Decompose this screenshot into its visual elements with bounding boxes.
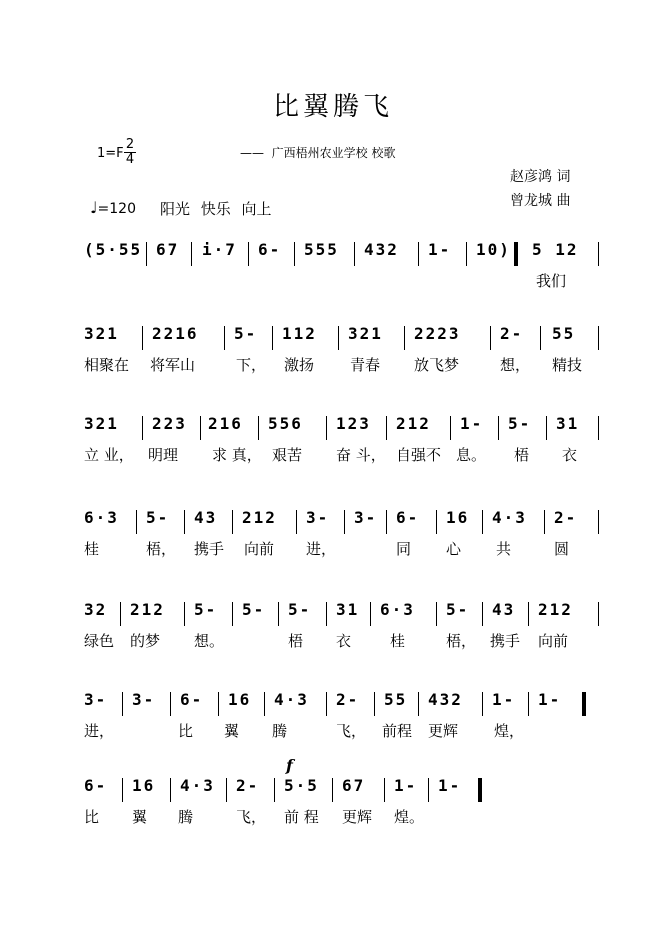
- barline: [354, 242, 355, 266]
- measure: 2-: [500, 324, 524, 343]
- barline: [490, 326, 491, 350]
- barline: [338, 326, 339, 350]
- lyrics-line-1: [0, 270, 666, 290]
- barline: [232, 602, 233, 626]
- subtitle: —— 广西梧州农业学校 校歌: [240, 146, 396, 160]
- measure: 31: [556, 414, 580, 433]
- notes-line-1: [0, 240, 666, 270]
- notes-line-3: [0, 414, 666, 444]
- measure: 432: [428, 690, 463, 709]
- barline: [274, 778, 275, 802]
- lyric: 想。: [194, 632, 225, 650]
- measure: 123: [336, 414, 371, 433]
- lyric: 心: [446, 540, 462, 558]
- barline: [450, 416, 451, 440]
- measure: 3-: [354, 508, 378, 527]
- score-line-6: [0, 690, 666, 750]
- barline: [598, 602, 599, 626]
- lyric: 息。: [456, 446, 487, 464]
- score-line-5: [0, 600, 666, 660]
- song-title: 比翼腾飞: [272, 92, 393, 122]
- lyric: 下，: [236, 356, 267, 374]
- barline: [598, 242, 599, 266]
- barline: [528, 602, 529, 626]
- lyric: 相聚在: [84, 356, 130, 374]
- score-line-4: [0, 508, 666, 568]
- measure: 67: [342, 776, 366, 795]
- lyric: 更辉: [342, 808, 373, 826]
- lyric: 想，: [500, 356, 531, 374]
- barline: [498, 416, 499, 440]
- time-sig-numerator: 2: [125, 137, 135, 152]
- lyric: 前 程: [284, 808, 319, 826]
- time-signature: [124, 138, 136, 167]
- lyric: 圆: [554, 540, 570, 558]
- mood-marking: 阳光 快乐 向上: [160, 200, 272, 218]
- lyric: 梧，: [146, 540, 177, 558]
- barline: [540, 326, 541, 350]
- measure: 43: [194, 508, 218, 527]
- barline: [218, 692, 219, 716]
- measure: 556: [268, 414, 303, 433]
- lyric: 比: [84, 808, 100, 826]
- measure: 321: [348, 324, 383, 343]
- barline: [120, 602, 121, 626]
- measure: 212: [242, 508, 277, 527]
- measure: 3-: [132, 690, 156, 709]
- score-line-3: [0, 414, 666, 474]
- measure: 6-: [396, 508, 420, 527]
- barline: [184, 510, 185, 534]
- lyric: 携手: [490, 632, 521, 650]
- lyric: 进，: [306, 540, 337, 558]
- barline: [370, 602, 371, 626]
- measure: 10): [476, 240, 511, 259]
- barline: [384, 778, 385, 802]
- barline: [272, 326, 273, 350]
- lyric: 衣: [562, 446, 578, 464]
- barline: [122, 692, 123, 716]
- measure: 5-: [242, 600, 266, 619]
- measure: 5·5: [284, 776, 319, 795]
- lyric: 腾: [178, 808, 194, 826]
- barline: [544, 510, 545, 534]
- notes-line-2: [0, 324, 666, 354]
- lyricist-credit: 赵彦鸿 词: [510, 169, 571, 185]
- lyric: 我们: [536, 272, 567, 290]
- measure: 6·3: [84, 508, 119, 527]
- barline: [200, 416, 201, 440]
- measure: 1-: [428, 240, 452, 259]
- barline: [264, 692, 265, 716]
- lyric: 梧，: [446, 632, 477, 650]
- barline: [386, 416, 387, 440]
- lyric: 前程: [382, 722, 413, 740]
- barline: [326, 416, 327, 440]
- measure: 321: [84, 324, 119, 343]
- measure: 3-: [84, 690, 108, 709]
- barline: [136, 510, 137, 534]
- lyric: 青春: [350, 356, 381, 374]
- measure: 321: [84, 414, 119, 433]
- measure: 4·3: [274, 690, 309, 709]
- lyric: 飞，: [236, 808, 267, 826]
- barline: [546, 416, 547, 440]
- measure: 32: [84, 600, 108, 619]
- barline: [278, 602, 279, 626]
- final-barline: [478, 778, 482, 802]
- measure: 2-: [554, 508, 578, 527]
- lyric: 梧: [288, 632, 304, 650]
- barline: [122, 778, 123, 802]
- measure: 2223: [414, 324, 461, 343]
- lyric: 将军山: [150, 356, 196, 374]
- measure: 6-: [84, 776, 108, 795]
- measure: 1-: [538, 690, 562, 709]
- measure: 6·3: [380, 600, 415, 619]
- lyric: 共: [496, 540, 512, 558]
- barline: [146, 242, 147, 266]
- barline: [418, 692, 419, 716]
- lyric: 携手: [194, 540, 225, 558]
- measure: 2-: [236, 776, 260, 795]
- barline: [598, 510, 599, 534]
- barline: [482, 602, 483, 626]
- measure: 5 12: [532, 240, 579, 259]
- composer-credit: 曾龙城 曲: [510, 193, 571, 209]
- measure: (5·55: [84, 240, 143, 259]
- barline: [191, 242, 192, 266]
- lyric: 奋 斗，: [336, 446, 386, 464]
- barline: [184, 602, 185, 626]
- measure: 55: [384, 690, 408, 709]
- barline: [386, 510, 387, 534]
- measure: 212: [538, 600, 573, 619]
- barline: [528, 692, 529, 716]
- measure: 16: [228, 690, 252, 709]
- notes-line-5: [0, 600, 666, 630]
- barline: [482, 510, 483, 534]
- measure: 223: [152, 414, 187, 433]
- measure: 6-: [180, 690, 204, 709]
- lyric: 向前: [244, 540, 275, 558]
- dynamic-forte: f: [286, 756, 293, 775]
- barline: [418, 242, 419, 266]
- barline: [142, 416, 143, 440]
- lyric: 明理: [148, 446, 179, 464]
- barline: [170, 692, 171, 716]
- measure: 212: [396, 414, 431, 433]
- lyric: 梧: [514, 446, 530, 464]
- barline: [326, 692, 327, 716]
- measure: 432: [364, 240, 399, 259]
- notes-line-6: [0, 690, 666, 720]
- measure: 216: [208, 414, 243, 433]
- score-line-7: [0, 776, 666, 836]
- barline: [436, 510, 437, 534]
- lyric: 立 业，: [84, 446, 134, 464]
- notes-line-7: [0, 776, 666, 806]
- barline: [294, 242, 295, 266]
- key-signature: 1=F: [97, 146, 124, 161]
- barline: [598, 326, 599, 350]
- lyrics-line-7: [0, 806, 666, 826]
- measure: 43: [492, 600, 516, 619]
- lyrics-line-5: [0, 630, 666, 650]
- measure: 112: [282, 324, 317, 343]
- lyric: 向前: [538, 632, 569, 650]
- notes-line-4: [0, 508, 666, 538]
- lyrics-line-3: [0, 444, 666, 464]
- lyric: 桂: [84, 540, 100, 558]
- measure: 1-: [394, 776, 418, 795]
- lyric: 腾: [272, 722, 288, 740]
- barline: [332, 778, 333, 802]
- measure: 5-: [288, 600, 312, 619]
- barline: [296, 510, 297, 534]
- lyric: 的梦: [130, 632, 161, 650]
- measure: 5-: [146, 508, 170, 527]
- measure: 67: [156, 240, 180, 259]
- measure: i·7: [202, 240, 237, 259]
- lyric: 艰苦: [272, 446, 303, 464]
- barline: [170, 778, 171, 802]
- lyric: 翼: [224, 722, 240, 740]
- barline: [374, 692, 375, 716]
- measure: 4·3: [180, 776, 215, 795]
- barline: [428, 778, 429, 802]
- lyric: 精技: [552, 356, 583, 374]
- lyric: 同: [396, 540, 412, 558]
- measure: 31: [336, 600, 360, 619]
- score-line-1: [0, 240, 666, 300]
- measure: 1-: [460, 414, 484, 433]
- measure: 212: [130, 600, 165, 619]
- barline: [142, 326, 143, 350]
- lyrics-line-2: [0, 354, 666, 374]
- barline: [258, 416, 259, 440]
- measure: 16: [132, 776, 156, 795]
- lyric: 自强不: [396, 446, 442, 464]
- measure: 6-: [258, 240, 282, 259]
- lyric: 衣: [336, 632, 352, 650]
- lyric: 煌，: [494, 722, 525, 740]
- measure: 5-: [508, 414, 532, 433]
- measure: 2216: [152, 324, 199, 343]
- lyric: 桂: [390, 632, 406, 650]
- measure: 4·3: [492, 508, 527, 527]
- end-repeat-barline: [582, 692, 586, 716]
- time-sig-denominator: 4: [125, 152, 135, 167]
- barline: [226, 778, 227, 802]
- barline: [344, 510, 345, 534]
- lyric: 飞，: [336, 722, 367, 740]
- measure: 2-: [336, 690, 360, 709]
- measure: 3-: [306, 508, 330, 527]
- measure: 1-: [492, 690, 516, 709]
- measure: 1-: [438, 776, 462, 795]
- lyric: 煌。: [394, 808, 425, 826]
- tempo-marking: [90, 198, 136, 217]
- barline: [598, 416, 599, 440]
- score-line-2: [0, 324, 666, 384]
- lyric: 比: [178, 722, 194, 740]
- barline: [482, 692, 483, 716]
- measure: 555: [304, 240, 339, 259]
- measure: 55: [552, 324, 576, 343]
- measure: 16: [446, 508, 470, 527]
- lyric: 放飞梦: [414, 356, 460, 374]
- barline: [248, 242, 249, 266]
- lyric: 进，: [84, 722, 115, 740]
- barline: [224, 326, 225, 350]
- quarter-note-icon: ♩: [90, 198, 98, 217]
- measure: 5-: [234, 324, 258, 343]
- measure: 5-: [194, 600, 218, 619]
- barline: [326, 602, 327, 626]
- lyric: 翼: [132, 808, 148, 826]
- repeat-barline: [514, 242, 518, 266]
- barline: [436, 602, 437, 626]
- lyrics-line-6: [0, 720, 666, 740]
- measure: 5-: [446, 600, 470, 619]
- barline: [404, 326, 405, 350]
- barline: [466, 242, 467, 266]
- lyric: 求 真，: [212, 446, 262, 464]
- lyrics-line-4: [0, 538, 666, 558]
- barline: [232, 510, 233, 534]
- tempo-value: =120: [97, 201, 136, 217]
- lyric: 绿色: [84, 632, 115, 650]
- lyric: 更辉: [428, 722, 459, 740]
- lyric: 激扬: [284, 356, 315, 374]
